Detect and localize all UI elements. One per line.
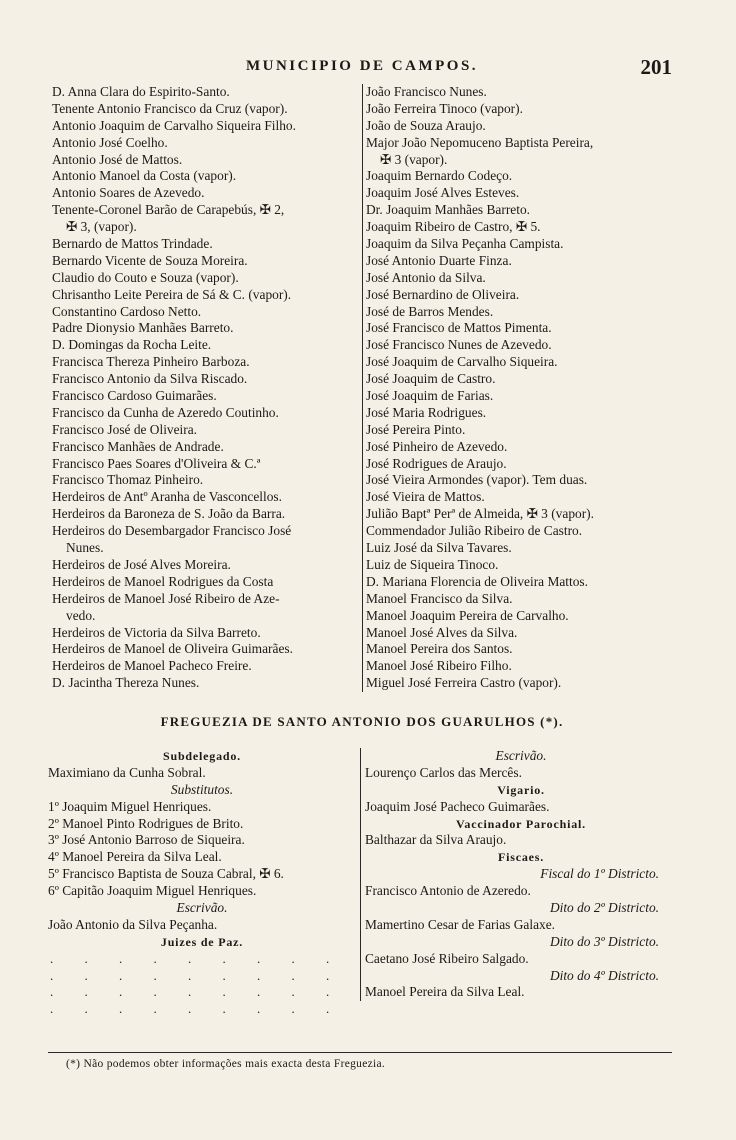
fiscal-heading: Dito do 3º Districto. <box>549 933 659 949</box>
directory-entry: Manoel Pereira dos Santos. <box>366 641 513 657</box>
directory-entry: Francisco Manhães de Andrade. <box>52 438 224 454</box>
directory-entry: Manoel Joaquim Pereira de Carvalho. <box>366 607 569 623</box>
directory-entry: João Ferreira Tinoco (vapor). <box>366 100 523 116</box>
freguezia-right-column <box>360 748 677 1001</box>
vaccinador-name: Balthazar da Silva Araujo. <box>365 832 507 848</box>
directory-entry: Joaquim Ribeiro de Castro, ✠ 5. <box>366 219 541 235</box>
subdelegado-heading: Subdelegado. <box>163 749 241 763</box>
fiscal-heading: Dito do 4º Districto. <box>549 967 659 983</box>
directory-entry: ✠ 3 (vapor). <box>380 151 448 167</box>
substituto-entry: 3º José Antonio Barroso de Siqueira. <box>48 832 245 848</box>
directory-entry: Herdeiros da Baroneza de S. João da Barra. <box>52 506 286 522</box>
substituto-entry: 4º Manoel Pereira da Silva Leal. <box>48 849 222 865</box>
vaccinador-heading: Vaccinador Parochial. <box>456 816 586 831</box>
directory-entry: Chrisantho Leite Pereira de Sá & C. (vapor). <box>52 286 292 302</box>
directory-entry: José Maria Rodrigues. <box>366 404 487 420</box>
directory-entry: Francisco Cardoso Guimarães. <box>52 388 217 404</box>
directory-entry: José Vieira Armondes (vapor). Tem duas. <box>366 472 588 488</box>
directory-entry: Bernardo Vicente de Souza Moreira. <box>52 252 248 268</box>
directory-entry: D. Anna Clara do Espirito-Santo. <box>52 84 230 99</box>
directory-entry: vedo. <box>66 607 96 623</box>
directory-entry: Francisco Thomaz Pinheiro. <box>52 472 204 488</box>
directory-entry: Nunes. <box>66 540 104 556</box>
directory-entry: D. Domingas da Rocha Leite. <box>52 337 212 353</box>
directory-entry: Constantino Cardoso Netto. <box>52 303 202 319</box>
directory-entry: José Vieira de Mattos. <box>366 489 485 505</box>
directory-entry: Miguel José Ferreira Castro (vapor). <box>366 675 562 691</box>
directory-entry: Herdeiros do Desembargador Francisco José <box>52 523 292 539</box>
right-column <box>362 84 678 692</box>
vigario-heading: Vigario. <box>497 782 545 797</box>
directory-entry: Francisco da Cunha de Azeredo Coutinho. <box>52 404 279 420</box>
directory-entry: Manoel José Ribeiro Filho. <box>366 658 512 674</box>
directory-entry: José de Barros Mendes. <box>366 303 494 319</box>
directory-entry: Commendador Julião Ribeiro de Castro. <box>366 523 583 539</box>
freguezia-section <box>48 748 672 1048</box>
vigario-name: Joaquim José Pacheco Guimarães. <box>365 798 550 814</box>
directory-entry: Luiz José da Silva Tavares. <box>366 540 512 556</box>
directory-entry: D. Mariana Florencia de Oliveira Mattos. <box>366 573 588 589</box>
directory-entry: Antonio José de Mattos. <box>52 151 183 167</box>
directory-entry: Francisco Antonio da Silva Riscado. <box>52 371 248 387</box>
running-title: MUNICIPIO DE CAMPOS. <box>245 58 479 74</box>
freguezia-title: FREGUEZIA DE SANTO ANTONIO DOS GUARULHOS (*). <box>160 714 564 729</box>
juizes-placeholder-dots: . . . . . . . . . <box>50 967 344 983</box>
fiscaes-heading: Fiscaes. <box>497 850 545 865</box>
escrivao-name: Lourenço Carlos das Mercês. <box>365 764 522 780</box>
directory-entry: Francisca Thereza Pinheiro Barboza. <box>52 354 250 370</box>
directory-entry: Tenente Antonio Francisco da Cruz (vapor). <box>52 100 288 116</box>
directory-entry: José Joaquim de Castro. <box>366 371 496 387</box>
substituto-entry: 6º Capitão Joaquim Miguel Henriques. <box>48 883 257 899</box>
fiscal-name: Manoel Pereira da Silva Leal. <box>365 984 525 1000</box>
directory-entry: Claudio do Couto e Souza (vapor). <box>52 269 239 285</box>
freguezia-left-column <box>48 748 356 1018</box>
escrivao-heading: Escrivão. <box>176 900 228 916</box>
juizes-heading: Juizes de Paz. <box>160 934 244 949</box>
directory-entry: Herdeiros de Manoel de Oliveira Guimarães. <box>52 641 293 657</box>
directory-entry: José Antonio Duarte Finza. <box>366 252 512 268</box>
juizes-placeholder-dots: . . . . . . . . . <box>50 984 344 1000</box>
directory-entry: Herdeiros de Manoel Pacheco Freire. <box>52 658 252 674</box>
directory-entry: José Joaquim de Carvalho Siqueira. <box>366 354 558 370</box>
directory-entry: José Bernardino de Oliveira. <box>366 286 520 302</box>
fiscal-heading: Dito do 2º Districto. <box>549 900 659 916</box>
directory-entry: Dr. Joaquim Manhães Barreto. <box>366 202 530 218</box>
substituto-entry: 2º Manoel Pinto Rodrigues de Brito. <box>48 815 244 831</box>
directory-entry: Antonio Soares de Azevedo. <box>52 185 205 201</box>
directory-entry: Joaquim José Alves Esteves. <box>366 185 520 201</box>
directory-entry: Bernardo de Mattos Trindade. <box>52 236 213 252</box>
directory-entry: José Francisco de Mattos Pimenta. <box>366 320 552 336</box>
directory-entry: Antonio José Coelho. <box>52 134 168 150</box>
substitutos-heading: Substitutos. <box>170 781 234 797</box>
fiscal-name: Caetano José Ribeiro Salgado. <box>365 950 529 966</box>
escrivao-name: João Antonio da Silva Peçanha. <box>48 916 218 932</box>
directory-entry: Joaquim da Silva Peçanha Campista. <box>366 236 564 252</box>
directory-entry: José Pinheiro de Azevedo. <box>366 438 508 454</box>
directory-entry: Francisco Paes Soares d'Oliveira & C.ª <box>52 455 261 471</box>
directory-entry: João Francisco Nunes. <box>366 84 487 99</box>
directory-entry: João de Souza Araujo. <box>366 117 486 133</box>
directory-entry: Herdeiros de Antº Aranha de Vasconcellos. <box>52 489 282 505</box>
directory-entry: Antonio Manoel da Costa (vapor). <box>52 168 237 184</box>
substituto-entry: 5º Francisco Baptista de Souza Cabral, ✠ 6. <box>48 866 284 882</box>
fiscal-heading: Fiscal do 1º Districto. <box>540 866 659 882</box>
page-header <box>52 55 672 79</box>
directory-entry: Antonio Joaquim de Carvalho Siqueira Filho. <box>52 117 296 133</box>
directory-entry: José Antonio da Silva. <box>366 269 486 285</box>
directory-entry: Manoel José Alves da Silva. <box>366 624 518 640</box>
page-number: 201 <box>640 55 672 79</box>
fiscal-name: Mamertino Cesar de Farias Galaxe. <box>365 916 556 932</box>
directory-entry: Herdeiros de José Alves Moreira. <box>52 556 231 572</box>
directory-entry: Padre Dionysio Manhães Barreto. <box>52 320 234 336</box>
escrivao-heading: Escrivão. <box>495 748 547 763</box>
footnote: (*) Não podemos obter informações mais exacta desta Freguezia. <box>66 1058 386 1070</box>
left-column <box>52 84 358 692</box>
directory-entry: Joaquim Bernardo Codeço. <box>366 168 513 184</box>
subdelegado-name: Maximiano da Cunha Sobral. <box>48 764 206 780</box>
directory-entry: Manoel Francisco da Silva. <box>366 590 513 606</box>
juizes-placeholder-dots: . . . . . . . . . <box>50 1001 344 1017</box>
directory-entry: José Pereira Pinto. <box>366 421 466 437</box>
directory-entry: José Francisco Nunes de Azevedo. <box>366 337 552 353</box>
footnote-divider <box>48 1052 672 1053</box>
directory-entry: Herdeiros de Manoel José Ribeiro de Aze- <box>52 590 280 606</box>
fiscal-name: Francisco Antonio de Azeredo. <box>365 883 531 899</box>
directory-entry: D. Jacintha Thereza Nunes. <box>52 675 200 691</box>
directory-entry: Francisco José de Oliveira. <box>52 421 198 437</box>
directory-entry: Julião Baptª Perª de Almeida, ✠ 3 (vapor). <box>366 506 594 522</box>
directory-entry: ✠ 3, (vapor). <box>66 219 137 235</box>
directory-entry: José Rodrigues de Araujo. <box>366 455 507 471</box>
directory-entry: Herdeiros de Manoel Rodrigues da Costa <box>52 573 274 589</box>
directory-columns <box>52 84 672 696</box>
juizes-placeholder-dots: . . . . . . . . . <box>50 950 344 966</box>
directory-entry: Herdeiros de Victoria da Silva Barreto. <box>52 624 261 640</box>
substituto-entry: 1º Joaquim Miguel Henriques. <box>48 798 212 814</box>
directory-entry: Tenente-Coronel Barão de Carapebús, ✠ 2, <box>52 202 285 218</box>
directory-entry: José Joaquim de Farias. <box>366 388 494 404</box>
directory-entry: Major João Nepomuceno Baptista Pereira, <box>366 134 594 150</box>
directory-entry: Luiz de Siqueira Tinoco. <box>366 556 499 572</box>
